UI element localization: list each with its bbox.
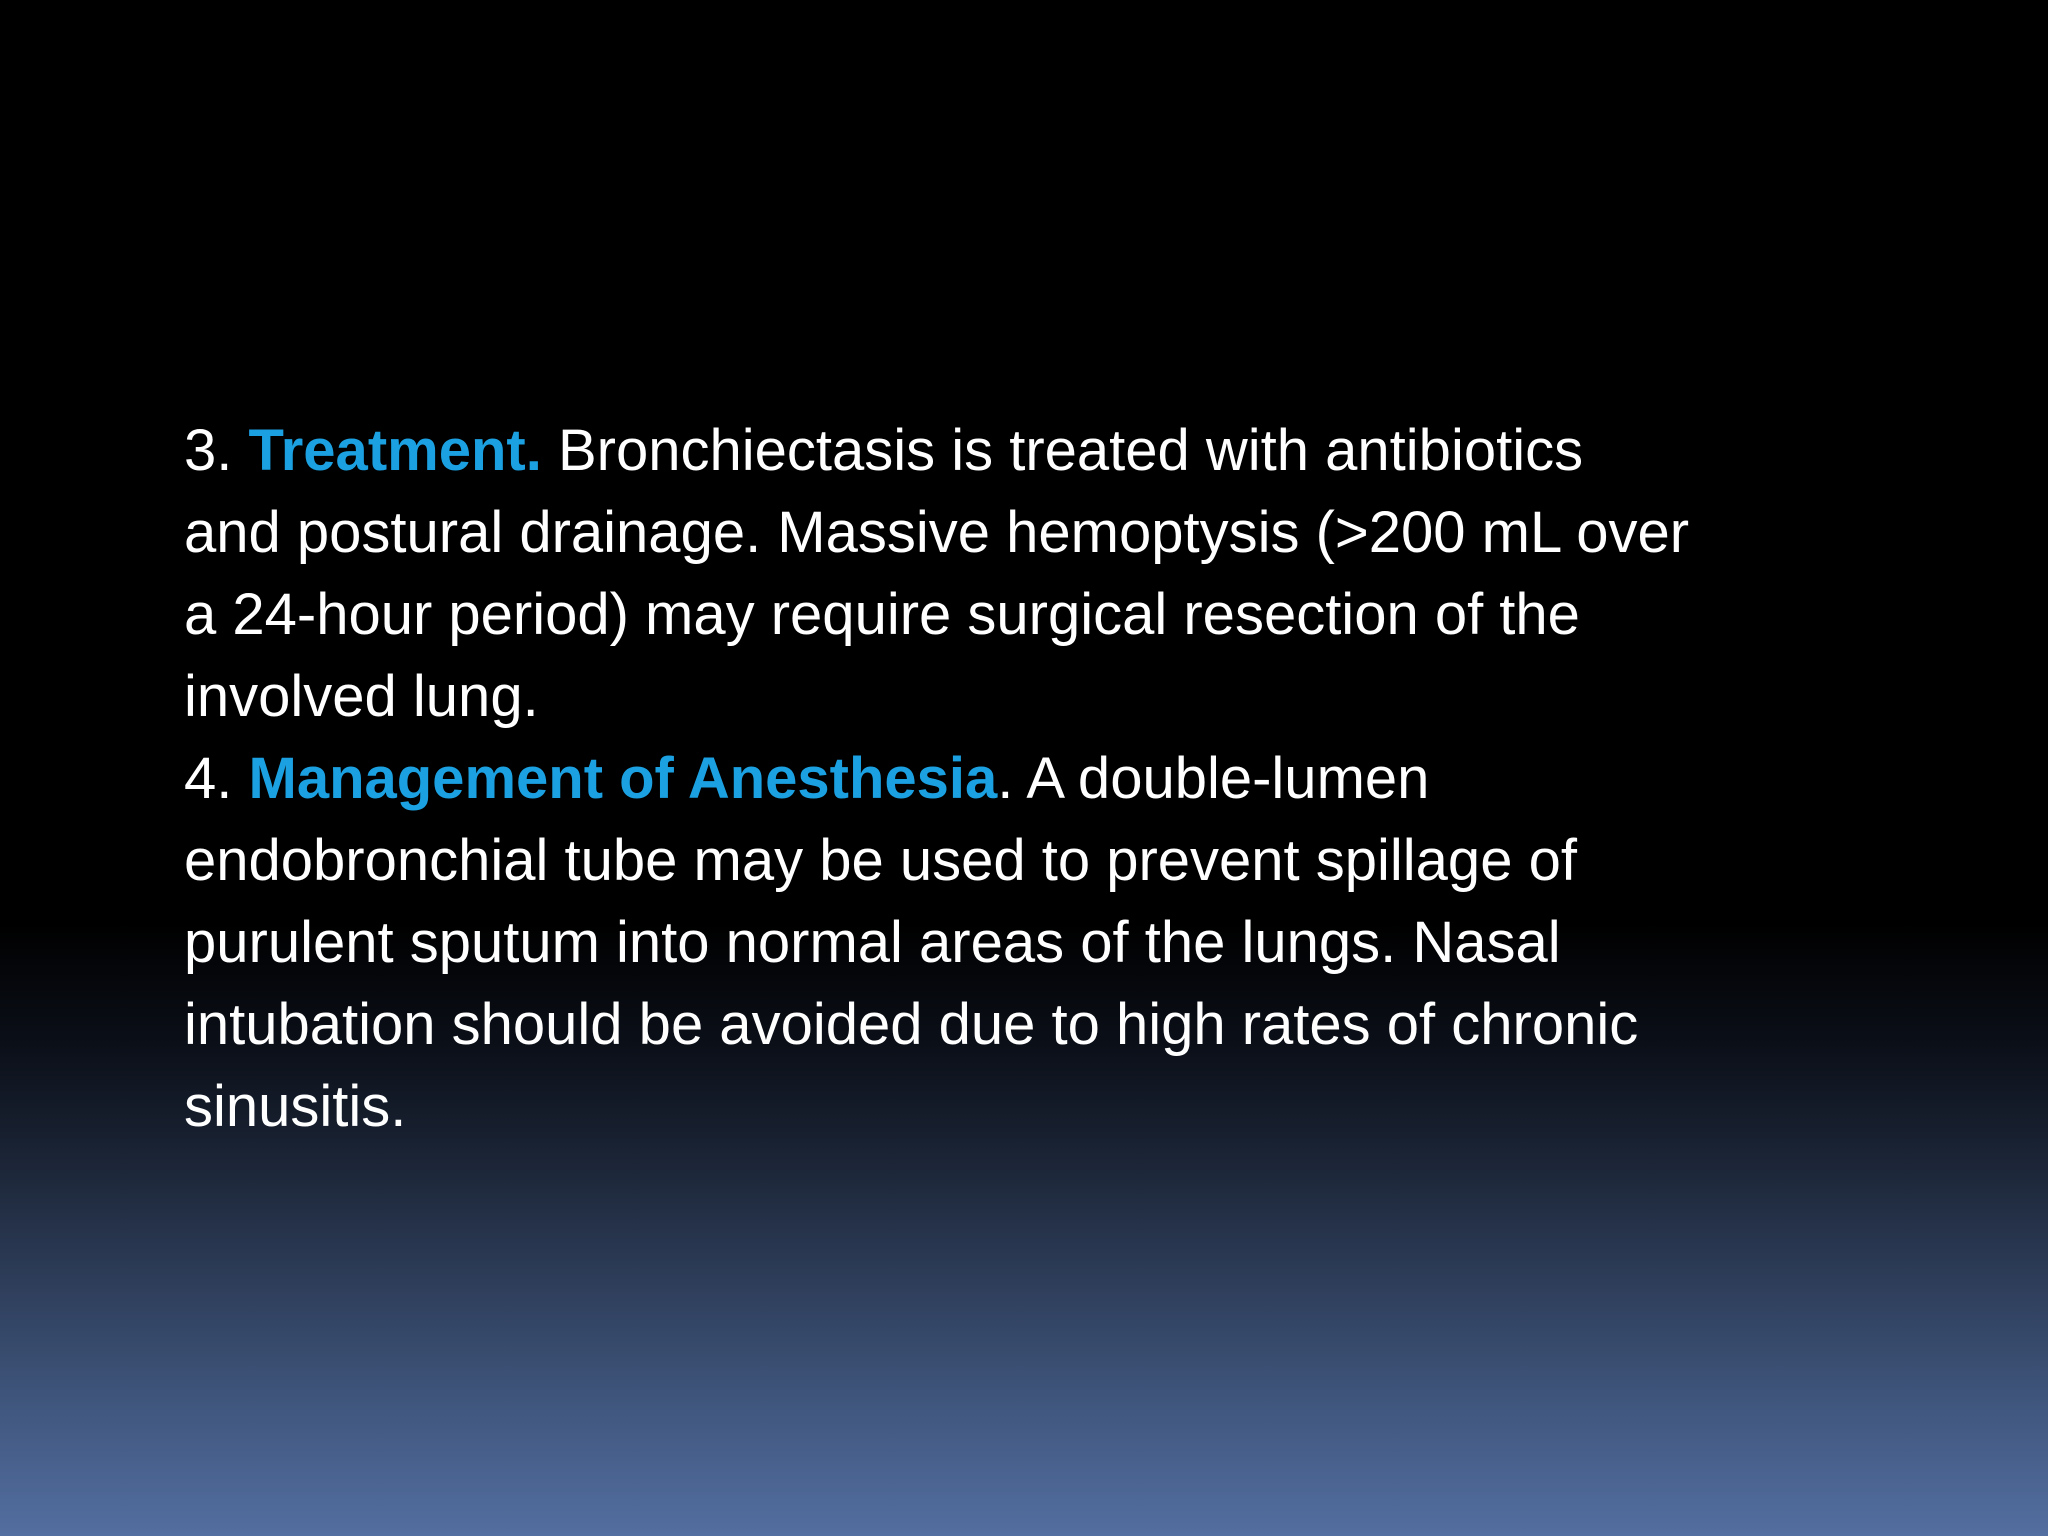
treatment-paragraph: [184, 410, 1884, 738]
line: [184, 410, 1884, 492]
body-text: A double-lumen: [1013, 746, 1430, 811]
body-text: Bronchiectasis is treated with antibiotics: [541, 418, 1584, 483]
anesthesia-heading: Management of Anesthesia: [248, 746, 998, 811]
line: a 24-hour period) may require surgical resection of the: [184, 582, 1580, 647]
line: intubation should be avoided due to high rates of chronic: [184, 992, 1639, 1057]
heading-period: .: [997, 746, 1014, 811]
item-number: 3.: [184, 418, 249, 483]
line: sinusitis.: [184, 1074, 407, 1139]
item-number: 4.: [184, 746, 249, 811]
line: endobronchial tube may be used to prevent spillage of: [184, 828, 1577, 893]
line: [184, 738, 1884, 820]
treatment-heading: Treatment.: [248, 418, 542, 483]
slide-body: [184, 410, 1884, 1148]
line: and postural drainage. Massive hemoptysis (>200 mL over: [184, 500, 1690, 565]
line: involved lung.: [184, 664, 539, 729]
anesthesia-paragraph: [184, 738, 1884, 1148]
line: purulent sputum into normal areas of the lungs. Nasal: [184, 910, 1561, 975]
